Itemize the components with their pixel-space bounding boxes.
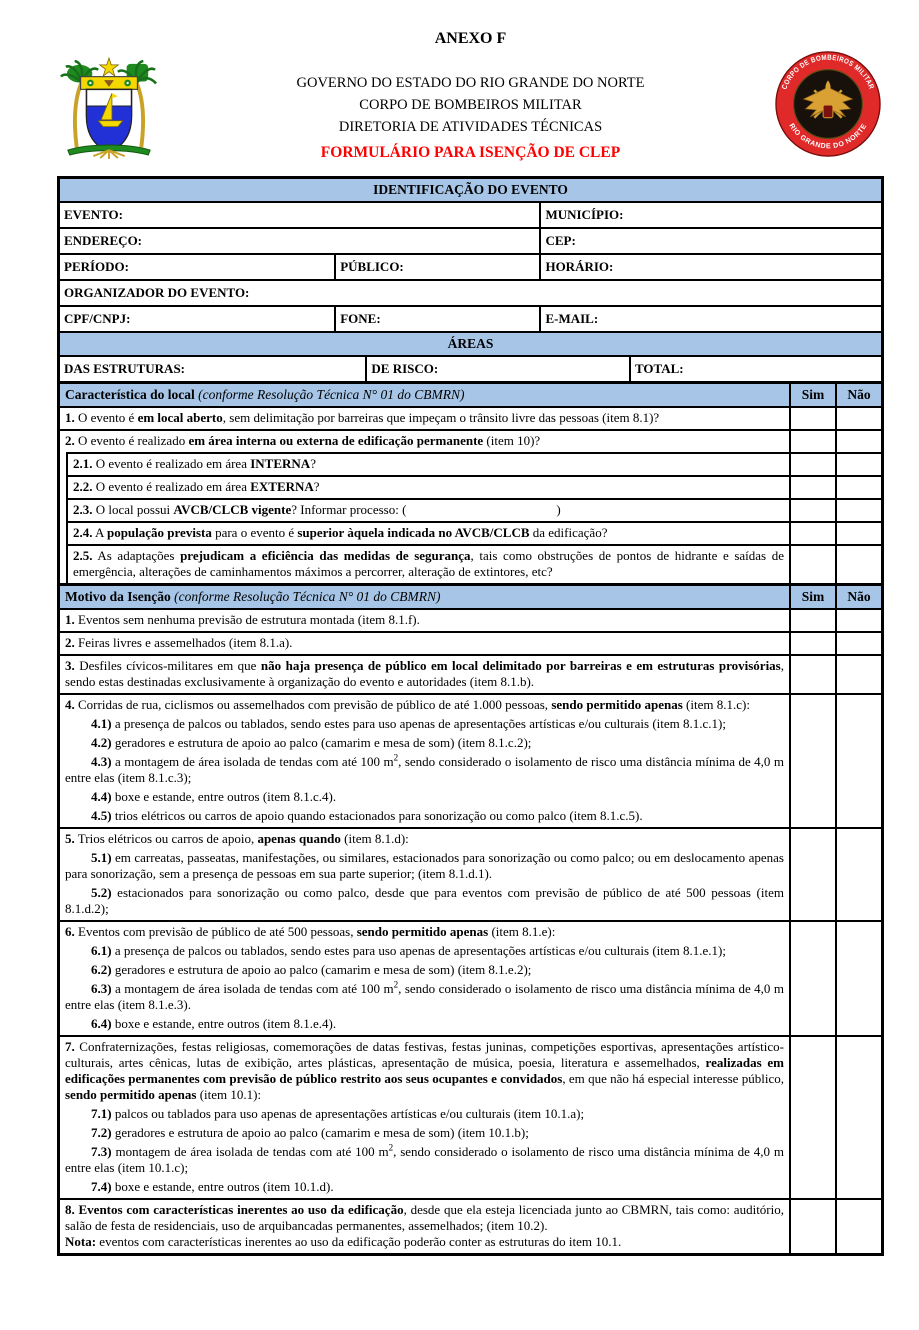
motivo-da-isencao-row-3 bbox=[60, 654, 881, 693]
sub-item-paragraph bbox=[65, 1179, 784, 1195]
fone-input[interactable] bbox=[381, 309, 536, 329]
text-segment: geradores e estrutura de apoio ao palco (camarim e mesa de som) (item 10.1.b); bbox=[111, 1125, 529, 1140]
sim-checkbox-cell-4[interactable] bbox=[789, 693, 835, 827]
item-paragraph bbox=[65, 612, 784, 628]
identification-cell-endereco bbox=[60, 229, 539, 253]
text-segment: ? bbox=[313, 479, 320, 494]
identification-cell-cep bbox=[539, 229, 881, 253]
identification-section-header: IDENTIFICAÇÃO DO EVENTO bbox=[60, 179, 881, 201]
caracteristica-do-local-row-2 bbox=[60, 429, 881, 452]
text-segment: 4.5) bbox=[91, 808, 112, 823]
motivo-da-isencao-row-4 bbox=[60, 693, 881, 827]
nao-checkbox-cell-7[interactable] bbox=[835, 1035, 881, 1198]
column-header-sim: Sim bbox=[789, 586, 835, 608]
sim-checkbox-cell-2.1[interactable] bbox=[789, 452, 835, 475]
publico-label: PÚBLICO: bbox=[340, 259, 404, 274]
text-segment: 4.2) bbox=[91, 735, 112, 750]
identification-row-2 bbox=[60, 227, 881, 253]
publico-input[interactable] bbox=[404, 257, 536, 277]
text-segment: geradores e estrutura de apoio ao palco (camarim e mesa de som) (item 8.1.c.2); bbox=[111, 735, 532, 750]
caracteristica-do-local-title bbox=[60, 384, 789, 406]
municipio-label: MUNICÍPIO: bbox=[545, 207, 624, 222]
sub-item-paragraph bbox=[65, 789, 784, 805]
organizador-do-evento-input[interactable] bbox=[249, 283, 877, 303]
sub-item-paragraph bbox=[65, 808, 784, 824]
motivo-da-isencao-row-1 bbox=[60, 608, 881, 631]
item-paragraph bbox=[73, 456, 784, 472]
sub-item-paragraph bbox=[65, 1125, 784, 1141]
item-paragraph bbox=[65, 697, 784, 713]
sim-checkbox-cell-2[interactable] bbox=[789, 631, 835, 654]
text-segment: da edificação? bbox=[529, 525, 608, 540]
identification-row-4 bbox=[60, 279, 881, 305]
text-segment: estacionados para sonorização ou como palco, desde que para eventos com previsão de público de até 500 pessoas (item 8.1.d.2); bbox=[65, 885, 784, 916]
text-segment: 2 bbox=[388, 1142, 394, 1153]
cep-label: CEP: bbox=[545, 233, 576, 248]
text-segment: 2. bbox=[65, 433, 75, 448]
areas-cell-total bbox=[629, 357, 881, 381]
gov-line-3: DIRETORIA DE ATIVIDADES TÉCNICAS bbox=[338, 119, 603, 135]
areas-row-1 bbox=[60, 355, 881, 381]
text-segment: 2.5. bbox=[73, 548, 93, 563]
nao-checkbox-cell-2.1[interactable] bbox=[835, 452, 881, 475]
caracteristica-do-local-row-2.3 bbox=[60, 498, 881, 521]
text-segment: 7.2) bbox=[91, 1125, 112, 1140]
text-segment: 5.1) bbox=[91, 850, 112, 865]
text-segment: 7.4) bbox=[91, 1179, 112, 1194]
das-estruturas-label: DAS ESTRUTURAS: bbox=[64, 361, 185, 376]
sub-item-paragraph bbox=[65, 885, 784, 917]
endereco-label: ENDEREÇO: bbox=[64, 233, 143, 248]
text-segment: em área interna ou externa de edificação permanente bbox=[188, 433, 484, 448]
text-segment: EXTERNA bbox=[250, 479, 314, 494]
text-segment: , em que não há especial interesse público, bbox=[562, 1071, 784, 1086]
text-segment: , tais como obstruções de pontos de hidrante e saídas de emergência, alterações de caminhamentos máximos a percorrer, alteração de extintores, etc? bbox=[73, 548, 784, 579]
item-paragraph bbox=[65, 635, 784, 651]
text-segment: 2.3. bbox=[73, 502, 93, 517]
sim-checkbox-cell-2.2[interactable] bbox=[789, 475, 835, 498]
sim-checkbox-cell-8[interactable] bbox=[789, 1198, 835, 1253]
text-segment: 5.2) bbox=[91, 885, 112, 900]
text-segment: 2 bbox=[393, 979, 399, 990]
nao-checkbox-cell-3[interactable] bbox=[835, 654, 881, 693]
text-segment: palcos ou tablados para uso apenas de apresentações artísticas e/ou culturais (item 10.1.a); bbox=[111, 1106, 585, 1121]
motivo-da-isencao-row-7 bbox=[60, 1035, 881, 1198]
sim-checkbox-cell-2[interactable] bbox=[789, 429, 835, 452]
text-segment: Nota: bbox=[65, 1234, 97, 1249]
text-segment: INTERNA bbox=[250, 456, 311, 471]
sub-item-paragraph bbox=[65, 943, 784, 959]
text-segment: geradores e estrutura de apoio ao palco (camarim e mesa de som) (item 8.1.e.2); bbox=[111, 962, 532, 977]
text-segment: 2.4. bbox=[73, 525, 93, 540]
text-segment: 4.4) bbox=[91, 789, 112, 804]
caracteristica-do-local-question-2.4 bbox=[66, 521, 789, 544]
text-segment: Eventos com previsão de público de até 500 pessoas, bbox=[74, 924, 357, 939]
text-segment: em carreatas, passeatas, manifestações, ou similares, estacionados para sonorização ou como palco; ou em deslocamento apenas para sonorização, sem a presença de pessoas em sua parte superior; (item 8.1.d.1). bbox=[65, 850, 784, 881]
annex-title: ANEXO F bbox=[434, 30, 507, 47]
question-sections bbox=[60, 381, 881, 1253]
text-segment: sendo permitido apenas bbox=[551, 697, 683, 712]
motivo-da-isencao-question-1 bbox=[60, 608, 789, 631]
text-segment: 2 bbox=[393, 752, 399, 763]
text-segment: 2.1. bbox=[73, 456, 93, 471]
text-segment: , sem delimitação por barreiras que impeçam o trânsito livre das pessoas (item 8.1)? bbox=[222, 410, 660, 425]
text-segment: O evento é realizado bbox=[74, 433, 189, 448]
text-segment: 1. bbox=[65, 612, 75, 627]
total-label: TOTAL: bbox=[634, 361, 684, 376]
identification-cell-horario bbox=[539, 255, 881, 279]
item-paragraph bbox=[65, 1039, 784, 1103]
de-risco-input[interactable] bbox=[438, 359, 625, 379]
caracteristica-do-local-title-note: (conforme Resolução Técnica N° 01 do CBMRN) bbox=[194, 387, 465, 402]
identification-cell-evento bbox=[60, 203, 539, 227]
main-form-table bbox=[57, 176, 884, 1256]
areas-cell-de-risco bbox=[365, 357, 629, 381]
text-segment: a montagem de área isolada de tendas com até 100 m bbox=[111, 981, 394, 996]
identification-row-1 bbox=[60, 201, 881, 227]
identification-rows bbox=[60, 201, 881, 331]
text-segment: Eventos sem nenhuma previsão de estrutura montada (item 8.1.f). bbox=[74, 612, 420, 627]
item-paragraph bbox=[73, 548, 784, 580]
text-segment: 3. bbox=[65, 658, 75, 673]
motivo-da-isencao-row-5 bbox=[60, 827, 881, 920]
caracteristica-do-local-blank-field[interactable] bbox=[406, 513, 556, 514]
sub-item-paragraph bbox=[65, 1016, 784, 1032]
item-paragraph bbox=[65, 924, 784, 940]
das-estruturas-input[interactable] bbox=[185, 359, 361, 379]
text-segment: a presença de palcos ou tablados, sendo estes para uso apenas de apresentações artísticas e/ou culturais (item 8.1.e.1); bbox=[111, 943, 726, 958]
caracteristica-do-local-row-2.2 bbox=[60, 475, 881, 498]
item-paragraph bbox=[65, 433, 784, 449]
cpf-cnpj-label: CPF/CNPJ: bbox=[64, 311, 131, 326]
identification-cell-fone bbox=[334, 307, 539, 331]
text-segment: , sendo estas destinadas exclusivamente à organização do evento e autoridades (item 8.1.b). bbox=[65, 658, 784, 689]
text-segment: , sendo considerado o isolamento de risco uma distância mínima de 4,0 m entre elas (item 8.1.e.3). bbox=[65, 981, 784, 1012]
text-segment: realizadas em edificações permanentes com previsão de público restrito aos seus ocupantes e convidados bbox=[65, 1055, 784, 1086]
sub-item-paragraph bbox=[65, 1144, 784, 1176]
text-segment: não haja presença de público em local delimitado por barreiras e em estruturas provisórias bbox=[260, 658, 781, 673]
text-segment: ) bbox=[556, 502, 561, 517]
text-segment: montagem de área isolada de tendas com até 100 m bbox=[111, 1144, 389, 1159]
text-segment: 5. bbox=[65, 831, 75, 846]
text-segment: (item 8.1.c): bbox=[682, 697, 750, 712]
text-segment: Corridas de rua, ciclismos ou assemelhados com previsão de público de até 1.000 pessoas, bbox=[74, 697, 552, 712]
text-segment: boxe e estande, entre outros (item 8.1.c.4). bbox=[111, 789, 337, 804]
page-title: FORMULÁRIO PARA ISENÇÃO DE CLEP bbox=[320, 144, 621, 161]
sim-checkbox-cell-1[interactable] bbox=[789, 608, 835, 631]
text-segment: 7.1) bbox=[91, 1106, 112, 1121]
e-mail-label: E-MAIL: bbox=[545, 311, 599, 326]
motivo-da-isencao-row-6 bbox=[60, 920, 881, 1035]
text-segment: 6. bbox=[65, 924, 75, 939]
areas-rows bbox=[60, 355, 881, 381]
item-paragraph bbox=[65, 1234, 784, 1250]
motivo-da-isencao-question-2 bbox=[60, 631, 789, 654]
text-segment: sendo permitido apenas bbox=[65, 1087, 197, 1102]
sim-checkbox-cell-7[interactable] bbox=[789, 1035, 835, 1198]
sim-checkbox-cell-5[interactable] bbox=[789, 827, 835, 920]
nao-checkbox-cell-4[interactable] bbox=[835, 693, 881, 827]
text-segment: 6.4) bbox=[91, 1016, 112, 1031]
identification-cell-municipio bbox=[539, 203, 881, 227]
sub-item-paragraph bbox=[65, 754, 784, 786]
nao-checkbox-cell-1[interactable] bbox=[835, 608, 881, 631]
motivo-da-isencao-row-8 bbox=[60, 1198, 881, 1253]
sim-checkbox-cell-2.4[interactable] bbox=[789, 521, 835, 544]
motivo-da-isencao-header bbox=[60, 583, 881, 608]
item-paragraph bbox=[65, 658, 784, 690]
caracteristica-do-local-question-2.5 bbox=[66, 544, 789, 583]
text-segment: para o evento é bbox=[211, 525, 298, 540]
identification-cell-publico bbox=[334, 255, 539, 279]
text-segment: 1. bbox=[65, 410, 75, 425]
text-segment: em local aberto bbox=[137, 410, 223, 425]
rn-coat-of-arms-icon bbox=[60, 56, 158, 165]
text-segment: sendo permitido apenas bbox=[356, 924, 489, 939]
areas-cell-das-estruturas bbox=[60, 357, 365, 381]
text-segment: O evento é realizado em área bbox=[92, 479, 251, 494]
caracteristica-do-local-title-text: Característica do local bbox=[65, 387, 195, 402]
column-header-sim: Sim bbox=[789, 384, 835, 406]
identification-cell-cpf-cnpj bbox=[60, 307, 334, 331]
text-segment: (item 10.1): bbox=[196, 1087, 262, 1102]
caracteristica-do-local-row-1 bbox=[60, 406, 881, 429]
item-paragraph bbox=[73, 479, 784, 495]
text-segment: trios elétricos ou carros de apoio quando estacionados para sonorização ou como palco (item 8.1.c.5). bbox=[111, 808, 643, 823]
evento-label: EVENTO: bbox=[64, 207, 123, 222]
horario-input[interactable] bbox=[613, 257, 877, 277]
text-segment: ? Informar processo: ( bbox=[291, 502, 407, 517]
seal-top-text: CORPO DE BOMBEIROS MILITAR bbox=[779, 52, 877, 92]
nao-checkbox-cell-2[interactable] bbox=[835, 631, 881, 654]
text-segment: (item 8.1.e): bbox=[488, 924, 556, 939]
sim-checkbox-cell-6[interactable] bbox=[789, 920, 835, 1035]
caracteristica-do-local-row-2.1 bbox=[60, 452, 881, 475]
text-segment: a presença de palcos ou tablados, sendo estes para uso apenas de apresentações artísticas e/ou culturais (item 8.1.c.1); bbox=[111, 716, 726, 731]
caracteristica-do-local-question-2.1 bbox=[66, 452, 789, 475]
sub-item-paragraph bbox=[65, 962, 784, 978]
sub-item-paragraph bbox=[65, 850, 784, 882]
nao-checkbox-cell-8[interactable] bbox=[835, 1198, 881, 1253]
seal-bottom-text: RIO GRANDE DO NORTE bbox=[787, 122, 869, 151]
nao-checkbox-cell-1[interactable] bbox=[835, 406, 881, 429]
periodo-label: PERÍODO: bbox=[64, 259, 129, 274]
endereco-input[interactable] bbox=[142, 231, 535, 251]
text-segment: (item 10)? bbox=[483, 433, 541, 448]
text-segment: , sendo considerado o isolamento de risco uma distância mínima de 4,0 m entre elas (item 8.1.c.3); bbox=[65, 754, 784, 785]
motivo-da-isencao-question-4 bbox=[60, 693, 789, 827]
text-segment: AVCB/CLCB vigente bbox=[173, 502, 292, 517]
text-segment: apenas quando bbox=[257, 831, 341, 846]
motivo-da-isencao-title-text: Motivo da Isenção bbox=[65, 589, 171, 604]
cep-input[interactable] bbox=[576, 231, 877, 251]
caracteristica-do-local-header bbox=[60, 381, 881, 406]
item-paragraph bbox=[73, 525, 784, 541]
sub-item-paragraph bbox=[65, 735, 784, 751]
sub-item-paragraph bbox=[65, 716, 784, 732]
total-input[interactable] bbox=[684, 359, 877, 379]
evento-input[interactable] bbox=[123, 205, 535, 225]
nao-checkbox-cell-2[interactable] bbox=[835, 429, 881, 452]
identification-cell-organizador-do-evento bbox=[60, 281, 881, 305]
sim-checkbox-cell-1[interactable] bbox=[789, 406, 835, 429]
text-segment: Confraternizações, festas religiosas, comemorações de datas festivas, festas juninas, competições esportivas, apresentações artístico-culturais, artes cênicas, lutas de exibição, artes plásticas, apresentação de música, poesia, literatura e assemelhados, bbox=[65, 1039, 784, 1070]
identification-row-3 bbox=[60, 253, 881, 279]
gov-line-2: CORPO DE BOMBEIROS MILITAR bbox=[359, 97, 582, 113]
sim-checkbox-cell-2.3[interactable] bbox=[789, 498, 835, 521]
item-paragraph bbox=[73, 502, 784, 518]
government-header bbox=[57, 72, 884, 138]
text-segment: 7. bbox=[65, 1039, 75, 1054]
text-segment: O evento é realizado em área bbox=[92, 456, 251, 471]
text-segment: O local possui bbox=[92, 502, 174, 517]
sub-item-paragraph bbox=[65, 1106, 784, 1122]
text-segment: boxe e estande, entre outros (item 10.1.d). bbox=[111, 1179, 334, 1194]
fone-label: FONE: bbox=[340, 311, 381, 326]
motivo-da-isencao-question-7 bbox=[60, 1035, 789, 1198]
sub-item-paragraph bbox=[65, 981, 784, 1013]
identification-row-5 bbox=[60, 305, 881, 331]
item-paragraph bbox=[65, 1202, 784, 1234]
text-segment: superior àquela indicada no AVCB/CLCB bbox=[297, 525, 530, 540]
caracteristica-do-local-question-1 bbox=[60, 406, 789, 429]
caracteristica-do-local-question-2 bbox=[60, 429, 789, 452]
nao-checkbox-cell-2.2[interactable] bbox=[835, 475, 881, 498]
areas-section-header: ÁREAS bbox=[60, 331, 881, 355]
text-segment: , sendo considerado o isolamento de risco uma distância mínima de 4,0 m entre elas (item 10.1.c); bbox=[65, 1144, 784, 1175]
horario-label: HORÁRIO: bbox=[545, 259, 614, 274]
text-segment: eventos com características inerentes ao uso da edificação poderão conter as estruturas do item 10.1. bbox=[96, 1234, 622, 1249]
motivo-da-isencao-title-note: (conforme Resolução Técnica N° 01 do CBMRN) bbox=[170, 589, 441, 604]
nao-checkbox-cell-2.3[interactable] bbox=[835, 498, 881, 521]
text-segment: 6.1) bbox=[91, 943, 112, 958]
motivo-da-isencao-question-5 bbox=[60, 827, 789, 920]
item-paragraph bbox=[65, 410, 784, 426]
text-segment: 4. bbox=[65, 697, 75, 712]
column-header-nao: Não bbox=[835, 586, 881, 608]
text-segment: 8. Eventos com características inerentes ao uso da edificação bbox=[65, 1202, 404, 1217]
nao-checkbox-cell-5[interactable] bbox=[835, 827, 881, 920]
sim-checkbox-cell-3[interactable] bbox=[789, 654, 835, 693]
text-segment: Desfiles cívicos-militares em que bbox=[74, 658, 261, 673]
text-segment: prejudicam a eficiência das medidas de segurança bbox=[180, 548, 471, 563]
text-segment: 4.3) bbox=[91, 754, 112, 769]
motivo-da-isencao-title bbox=[60, 586, 789, 608]
organizador-do-evento-label: ORGANIZADOR DO EVENTO: bbox=[64, 285, 250, 300]
text-segment: 7.3) bbox=[91, 1144, 112, 1159]
caracteristica-do-local-row-2.5 bbox=[60, 544, 881, 583]
caracteristica-do-local-question-2.3 bbox=[66, 498, 789, 521]
text-segment: Trios elétricos ou carros de apoio, bbox=[74, 831, 258, 846]
item-paragraph bbox=[65, 831, 784, 847]
gov-line-1: GOVERNO DO ESTADO DO RIO GRANDE DO NORTE bbox=[296, 75, 645, 91]
text-segment: boxe e estande, entre outros (item 8.1.e.4). bbox=[111, 1016, 337, 1031]
cpf-cnpj-input[interactable] bbox=[130, 309, 330, 329]
text-segment: , desde que ela esteja licenciada junto ao CBMRN, tais como: auditório, salão de festa de residenciais, uso de arquibancadas permanentes, assemelhados; (item 10.2). bbox=[65, 1202, 784, 1233]
identification-cell-periodo bbox=[60, 255, 334, 279]
column-header-nao: Não bbox=[835, 384, 881, 406]
text-segment: A bbox=[92, 525, 107, 540]
text-segment: As adaptações bbox=[92, 548, 181, 563]
cbmrn-seal-icon bbox=[774, 50, 882, 163]
text-segment: Feiras livres e assemelhados (item 8.1.a). bbox=[74, 635, 293, 650]
motivo-da-isencao-question-6 bbox=[60, 920, 789, 1035]
caracteristica-do-local-question-2.2 bbox=[66, 475, 789, 498]
motivo-da-isencao-row-2 bbox=[60, 631, 881, 654]
e-mail-input[interactable] bbox=[598, 309, 877, 329]
periodo-input[interactable] bbox=[129, 257, 330, 277]
motivo-da-isencao-question-8 bbox=[60, 1198, 789, 1253]
text-segment: 6.2) bbox=[91, 962, 112, 977]
nao-checkbox-cell-2.4[interactable] bbox=[835, 521, 881, 544]
text-segment: 2. bbox=[65, 635, 75, 650]
nao-checkbox-cell-6[interactable] bbox=[835, 920, 881, 1035]
text-segment: O evento é bbox=[74, 410, 138, 425]
text-segment: 2.2. bbox=[73, 479, 93, 494]
de-risco-label: DE RISCO: bbox=[371, 361, 439, 376]
text-segment: (item 8.1.d): bbox=[340, 831, 409, 846]
sim-checkbox-cell-2.5[interactable] bbox=[789, 544, 835, 583]
text-segment: 4.1) bbox=[91, 716, 112, 731]
text-segment: população prevista bbox=[106, 525, 212, 540]
identification-cell-e-mail bbox=[539, 307, 881, 331]
motivo-da-isencao-question-3 bbox=[60, 654, 789, 693]
text-segment: ? bbox=[310, 456, 316, 471]
nao-checkbox-cell-2.5[interactable] bbox=[835, 544, 881, 583]
text-segment: a montagem de área isolada de tendas com até 100 m bbox=[111, 754, 394, 769]
text-segment: 6.3) bbox=[91, 981, 112, 996]
caracteristica-do-local-row-2.4 bbox=[60, 521, 881, 544]
municipio-input[interactable] bbox=[623, 205, 877, 225]
